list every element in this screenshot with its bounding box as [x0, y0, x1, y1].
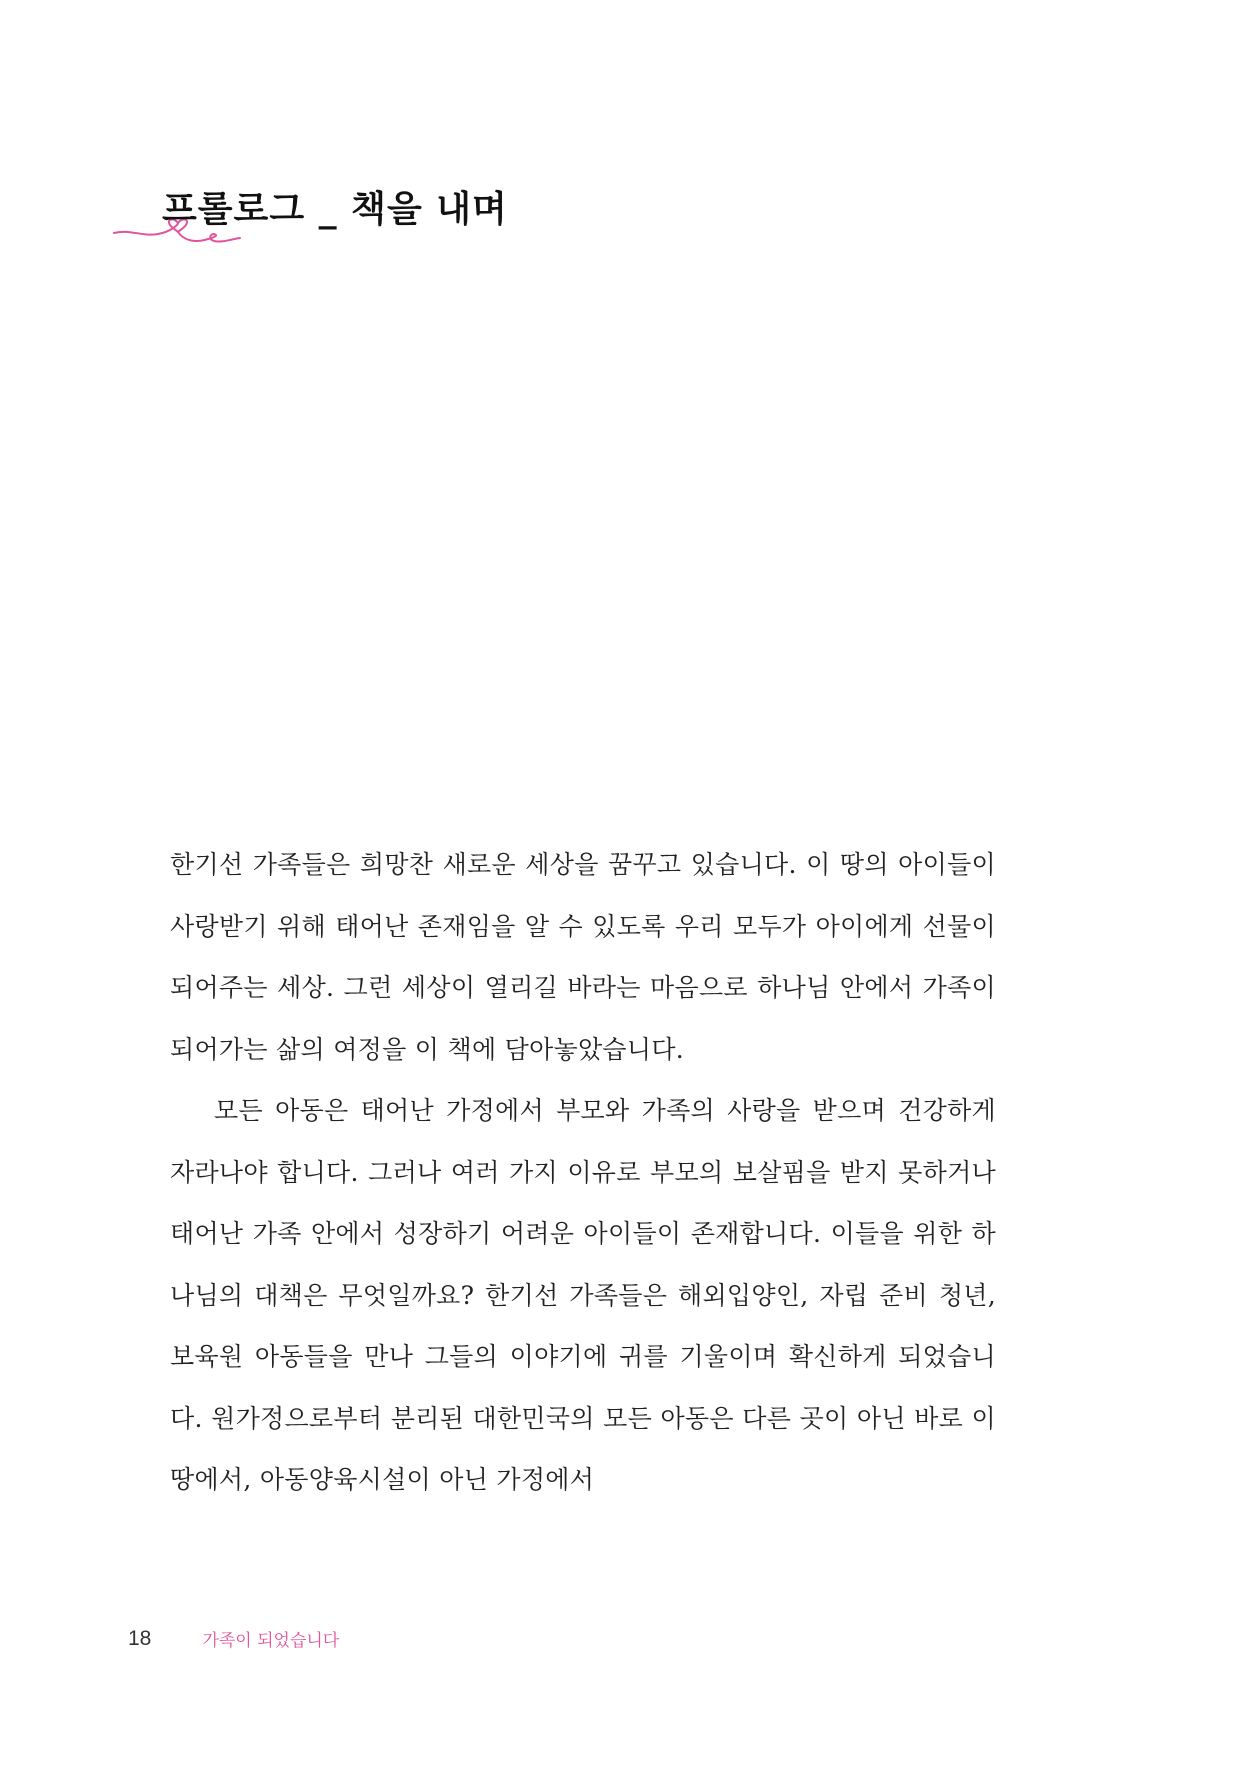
- chapter-title: 프롤로그 _ 책을 내며: [162, 189, 508, 230]
- chapter-heading: [112, 185, 532, 255]
- paragraph: 모든 아동은 태어난 가정에서 부모와 가족의 사랑을 받으며 건강하게 자라나야 합니다. 그러나 여러 가지 이유로 부모의 보살핌을 받지 못하거나 태어난 가족 안에서 성장하기 어려운 아이들이 존재합니다. 이들을 위한 하나님의 대책은 무엇일까요? 한기선 가족들은 해외입양인, 자립 준비 청년, 보육원 아동들을 만나 그들의 이야기에 귀를 기울이며 확신하게 되었습니다. 원가정으로부터 분리된 대한민국의 모든 아동은 다른 곳이 아닌 바로 이 땅에서, 아동양육시설이 아닌 가정에서: [170, 1096, 996, 1494]
- page-footer: [128, 1626, 339, 1656]
- running-book-title: 가족이 되었습니다: [202, 1631, 340, 1651]
- paragraph: 한기선 가족들은 희망찬 새로운 세상을 꿈꾸고 있습니다. 이 땅의 아이들이 사랑받기 위해 태어난 존재임을 알 수 있도록 우리 모두가 아이에게 선물이 되어주는 세상. 그런 세상이 열리길 바라는 마음으로 하나님 안에서 가족이 되어가는 삶의 여정을 이 책에 담아놓았습니다.: [170, 850, 996, 1064]
- page-number: 18: [128, 1626, 152, 1650]
- body-text: [170, 834, 996, 1511]
